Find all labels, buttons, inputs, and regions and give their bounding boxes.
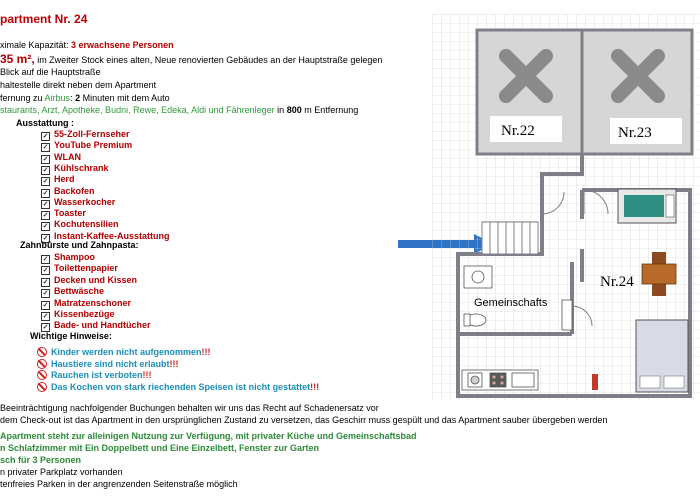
bus-line: haltestelle direkt neben dem Apartment — [0, 80, 157, 90]
radiator — [592, 374, 598, 390]
room-23 — [582, 30, 692, 154]
checkbox-icon: ✓ — [42, 223, 49, 231]
equipment-item — [41, 163, 109, 174]
checkbox-icon: ✓ — [42, 200, 49, 208]
toiletries-item — [41, 263, 118, 274]
double-bed — [636, 320, 688, 392]
toiletries-label: Matratzenschoner — [54, 297, 132, 308]
equipment-label: Herd — [54, 174, 75, 185]
toiletries-item — [41, 298, 131, 309]
equipment-label: Backofen — [54, 185, 95, 196]
checkbox-icon: ✓ — [42, 256, 49, 263]
toiletries-item — [41, 309, 115, 320]
checkbox-icon: ✓ — [42, 189, 49, 197]
equipment-label: Toaster — [54, 208, 86, 219]
note-item — [37, 380, 319, 392]
checkbox-icon: ✓ — [42, 267, 49, 275]
kitchen-counter — [462, 370, 538, 390]
equipment-item — [41, 186, 95, 197]
toiletries-label: Bade- und Handtücher — [54, 320, 151, 331]
equipment-label: YouTube Premium — [54, 140, 133, 151]
toiletries-item — [41, 286, 104, 297]
equipment-item — [41, 140, 132, 151]
room-24-label: Nr.24 — [600, 274, 634, 290]
toiletries-item — [41, 275, 137, 286]
equipment-heading: Ausstattung : — [16, 118, 74, 128]
toiletries-item — [41, 320, 151, 331]
checkbox-icon: ✓ — [42, 144, 49, 152]
checkbox-icon: ✓ — [42, 324, 49, 332]
note-text: Kinder werden nicht aufgenommen — [51, 347, 202, 357]
note-item — [37, 368, 152, 380]
parking-line-2: tenfreies Parken in der angrenzenden Seitenstraße möglich — [0, 479, 238, 489]
note-item — [37, 345, 211, 357]
room-23-label: Nr.23 — [618, 125, 652, 141]
room-22-label: Nr.22 — [501, 123, 535, 139]
damage-line-1: Beeinträchtigung nachfolgender Buchungen behalten wir uns das Recht auf Schadenersatz vor — [0, 403, 379, 413]
equipment-item — [41, 174, 75, 185]
damage-line-2: dem Check-out ist das Apartment in den ursprünglichen Zustand zu versetzen, das Geschirr muss gespült und das Apartment sauber übergeben werden — [0, 415, 608, 425]
equipment-item — [41, 219, 119, 230]
note-text: Rauchen ist verboten — [51, 370, 143, 380]
size-line: 35 m², im Zweiter Stock eines alten, Neue renovierten Gebäudes an der Hauptstraße gelegen — [0, 52, 383, 66]
prohibited-icon — [37, 370, 47, 380]
checkbox-icon: ✓ — [42, 178, 49, 186]
toiletries-item — [41, 252, 95, 263]
checkbox-icon: ✓ — [42, 301, 49, 309]
page-title: partment Nr. 24 — [0, 12, 88, 26]
room-22 — [477, 30, 582, 154]
equipment-label: 55-Zoll-Fernseher — [54, 129, 130, 139]
notes-heading: Wichtige Hinweise: — [30, 331, 112, 341]
toiletries-label: Kissenbezüge — [54, 309, 115, 319]
note-exclamation: !!! — [310, 381, 320, 392]
toiletries-label: Bettwäsche — [54, 286, 105, 297]
toiletries-label: Decken und Kissen — [54, 274, 138, 285]
shops-line: staurants, Arzt, Apotheke, Budni, Rewe, Edeka, Aldi und Fährenleger in 800 m Entfernung — [0, 105, 359, 115]
checkbox-icon: ✓ — [42, 290, 49, 298]
checkbox-icon: ✓ — [42, 278, 49, 286]
note-exclamation: !!! — [169, 358, 179, 369]
single-bed — [618, 189, 676, 223]
prohibited-icon — [37, 359, 47, 369]
shared-bath-label: Gemeinschafts — [474, 297, 548, 309]
stairs — [482, 222, 538, 254]
checkbox-icon: ✓ — [42, 166, 49, 174]
green-line-2: n Schlafzimmer mit Ein Doppelbett und Eine Einzelbett, Fenster zur Garten — [0, 443, 320, 453]
note-text: Das Kochen von stark riechenden Speisen ist nicht gestattet — [51, 381, 311, 392]
equipment-item — [41, 129, 130, 140]
note-exclamation: !!! — [142, 370, 152, 380]
equipment-label: WLAN — [54, 151, 81, 162]
equipment-label: Kühlschrank — [54, 162, 109, 173]
checkbox-icon: ✓ — [42, 313, 49, 320]
floor-plan — [432, 14, 700, 400]
note-exclamation: !!! — [201, 347, 211, 357]
equipment-item — [41, 152, 81, 163]
checkbox-icon: ✓ — [42, 133, 49, 140]
checkbox-icon: ✓ — [42, 155, 49, 163]
view-line: Blick auf die Hauptstraße — [0, 67, 101, 77]
capacity-line: ximale Kapazität: 3 erwachsene Personen — [0, 40, 174, 50]
checkbox-icon: ✓ — [42, 212, 49, 220]
toiletries-label: Shampoo — [54, 252, 96, 262]
equipment-item — [41, 208, 86, 219]
equipment-label: Wasserkocher — [54, 196, 116, 207]
prohibited-icon — [37, 382, 47, 392]
note-item — [37, 357, 179, 369]
toiletries-label: Toilettenpapier — [54, 263, 118, 274]
equipment-label: Instant-Kaffee-Ausstattung — [54, 230, 170, 241]
equipment-label: Kochutensilien — [54, 219, 119, 230]
green-line-1: Apartment steht zur alleinigen Nutzung zur Verfügung, mit privater Küche und Gemeinschaftsbad — [0, 431, 417, 441]
parking-line-1: n privater Parkplatz vorhanden — [0, 467, 123, 477]
equipment-item — [41, 197, 115, 208]
airport-line: fernung zu Airbus: 2 Minuten mit dem Auto — [0, 93, 170, 103]
toiletries-heading: Zahnbürste und Zahnpasta: — [20, 240, 139, 250]
prohibited-icon — [37, 347, 47, 357]
note-text: Haustiere sind nicht erlaubt — [51, 358, 170, 369]
green-line-3: sch für 3 Personen — [0, 455, 82, 465]
checkbox-icon: ✓ — [42, 234, 49, 242]
